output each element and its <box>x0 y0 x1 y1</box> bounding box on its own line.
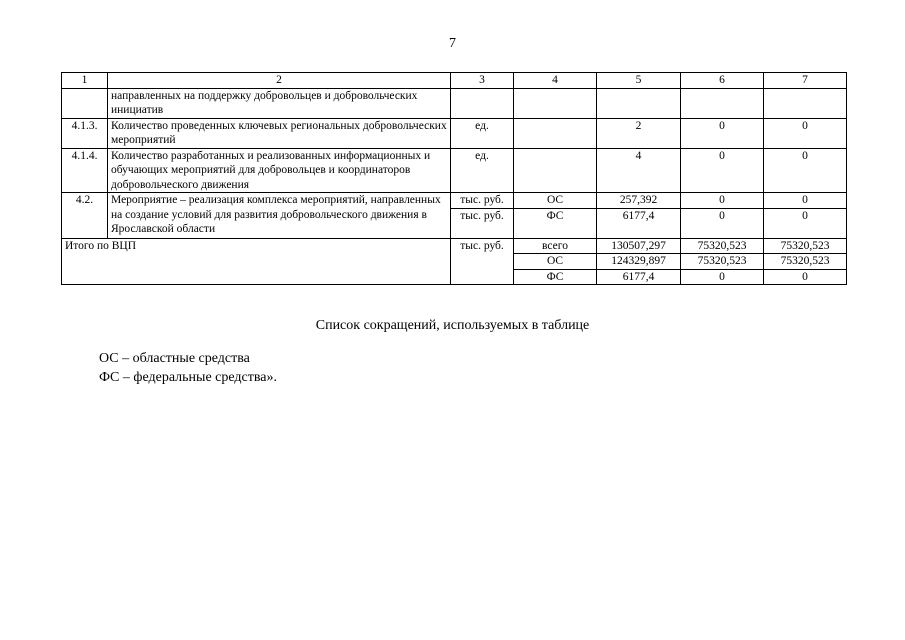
budget-table <box>61 72 847 285</box>
measure-value-5: 6177,4 <box>597 208 681 238</box>
measure-number: 4.2. <box>62 193 108 239</box>
measure-source: ОС <box>514 193 597 209</box>
total-value-7: 75320,523 <box>764 254 847 270</box>
header-cell: 3 <box>451 73 514 89</box>
measure-value-6: 0 <box>681 208 764 238</box>
table-row <box>62 148 847 193</box>
abbreviation-item: ОС – областные средства <box>99 351 250 366</box>
measure-value-6: 0 <box>681 193 764 209</box>
row-value-7 <box>764 88 847 118</box>
row-value-6: 0 <box>681 118 764 148</box>
row-value-6: 0 <box>681 148 764 193</box>
row-description: Количество разработанных и реализованных информационных и обучающих мероприятий для добровольцев и координаторов добровольческого движения <box>108 148 451 193</box>
row-unit <box>451 88 514 118</box>
row-unit: ед. <box>451 118 514 148</box>
header-cell: 2 <box>108 73 451 89</box>
total-value-6: 75320,523 <box>681 238 764 254</box>
table-row <box>62 118 847 148</box>
row-source <box>514 118 597 148</box>
measure-value-7: 0 <box>764 193 847 209</box>
total-source: ОС <box>514 254 597 270</box>
row-number <box>62 88 108 118</box>
row-source <box>514 148 597 193</box>
row-value-5 <box>597 88 681 118</box>
row-source <box>514 88 597 118</box>
abbreviation-item: ФС – федеральные средства». <box>99 370 277 385</box>
total-value-5: 124329,897 <box>597 254 681 270</box>
header-cell: 6 <box>681 73 764 89</box>
row-number: 4.1.4. <box>62 148 108 193</box>
table-header-row <box>62 73 847 89</box>
row-number: 4.1.3. <box>62 118 108 148</box>
measure-row <box>62 193 847 209</box>
total-label: Итого по ВЦП <box>62 238 451 285</box>
measure-unit: тыс. руб. <box>451 208 514 238</box>
row-description: Количество проведенных ключевых региональных добровольческих мероприятий <box>108 118 451 148</box>
total-row <box>62 238 847 254</box>
measure-value-7: 0 <box>764 208 847 238</box>
total-value-7: 0 <box>764 269 847 285</box>
row-value-6 <box>681 88 764 118</box>
row-value-7: 0 <box>764 118 847 148</box>
header-cell: 4 <box>514 73 597 89</box>
total-unit: тыс. руб. <box>451 238 514 285</box>
row-value-7: 0 <box>764 148 847 193</box>
page-number: 7 <box>449 36 456 51</box>
row-value-5: 4 <box>597 148 681 193</box>
row-unit: ед. <box>451 148 514 193</box>
row-description: направленных на поддержку добровольцев и добровольческих инициатив <box>108 88 451 118</box>
total-value-5: 6177,4 <box>597 269 681 285</box>
measure-description: Мероприятие – реализация комплекса мероприятий, направленных на создание условий для развития добровольческого движения в Ярославской области <box>108 193 451 239</box>
measure-source: ФС <box>514 208 597 238</box>
total-value-7: 75320,523 <box>764 238 847 254</box>
total-value-6: 75320,523 <box>681 254 764 270</box>
header-cell: 5 <box>597 73 681 89</box>
total-value-6: 0 <box>681 269 764 285</box>
total-value-5: 130507,297 <box>597 238 681 254</box>
measure-unit: тыс. руб. <box>451 193 514 209</box>
measure-value-5: 257,392 <box>597 193 681 209</box>
total-source: ФС <box>514 269 597 285</box>
header-cell: 1 <box>62 73 108 89</box>
table-row <box>62 88 847 118</box>
abbreviations-title: Список сокращений, используемых в таблице <box>315 318 590 333</box>
total-source: всего <box>514 238 597 254</box>
row-value-5: 2 <box>597 118 681 148</box>
header-cell: 7 <box>764 73 847 89</box>
